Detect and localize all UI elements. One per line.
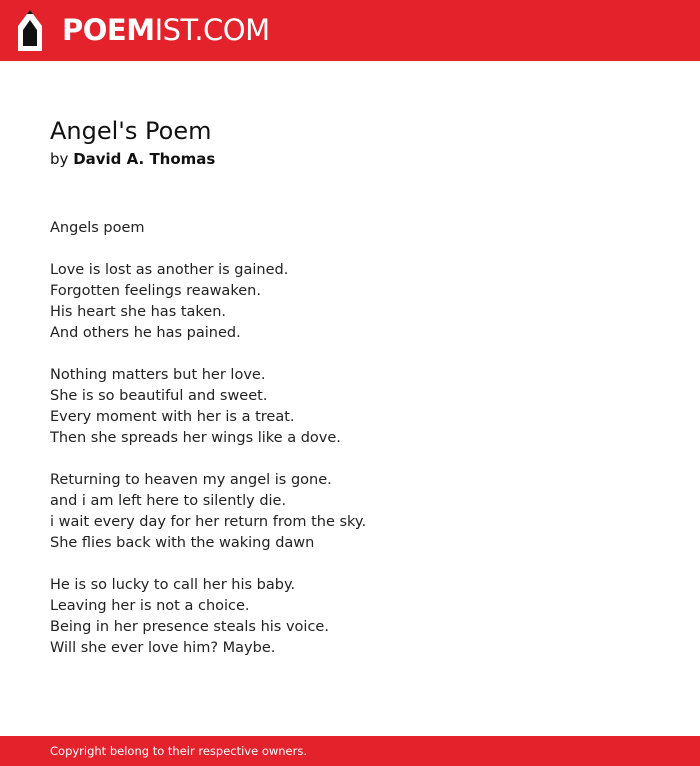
poem-line: Every moment with her is a treat. (50, 409, 295, 425)
site-header (0, 0, 700, 61)
poem-line: She flies back with the waking dawn (50, 535, 315, 551)
poem-line: And others he has pained. (50, 325, 241, 341)
logo-text-bold: POEM (62, 12, 155, 47)
poem-line: Love is lost as another is gained. (50, 262, 289, 278)
poem-line: Nothing matters but her love. (50, 367, 266, 383)
poem-line: Being in her presence steals his voice. (50, 619, 329, 635)
poem-line: Returning to heaven my angel is gone. (50, 472, 332, 488)
poem-line: and i am left here to silently die. (50, 493, 287, 509)
pencil-logo-icon[interactable] (18, 10, 42, 51)
logo-text-light: IST.COM (154, 12, 270, 47)
poem-line: Leaving her is not a choice. (50, 598, 250, 614)
author-name: David A. Thomas (73, 150, 216, 168)
copyright-text: Copyright belong to their respective owners. (50, 744, 308, 758)
poem-line: i wait every day for her return from the sky. (50, 514, 367, 530)
poem-line: Forgotten feelings reawaken. (50, 283, 261, 299)
poem-line: His heart she has taken. (50, 304, 227, 320)
poem-line: Then she spreads her wings like a dove. (50, 430, 341, 446)
stanza-break (50, 239, 650, 260)
stanza-break (50, 554, 650, 575)
poem-line: Angels poem (50, 220, 145, 236)
poem-line: He is so lucky to call her his baby. (50, 577, 296, 593)
site-logo[interactable] (62, 12, 270, 48)
poem-body (50, 218, 650, 659)
poem-line: She is so beautiful and sweet. (50, 388, 268, 404)
poem-line: Will she ever love him? Maybe. (50, 640, 276, 656)
byline (50, 148, 215, 170)
poem-title: Angel's Poem (50, 117, 212, 145)
by-label: by (50, 150, 69, 168)
stanza-break (50, 344, 650, 365)
site-footer (0, 736, 700, 766)
stanza-break (50, 449, 650, 470)
